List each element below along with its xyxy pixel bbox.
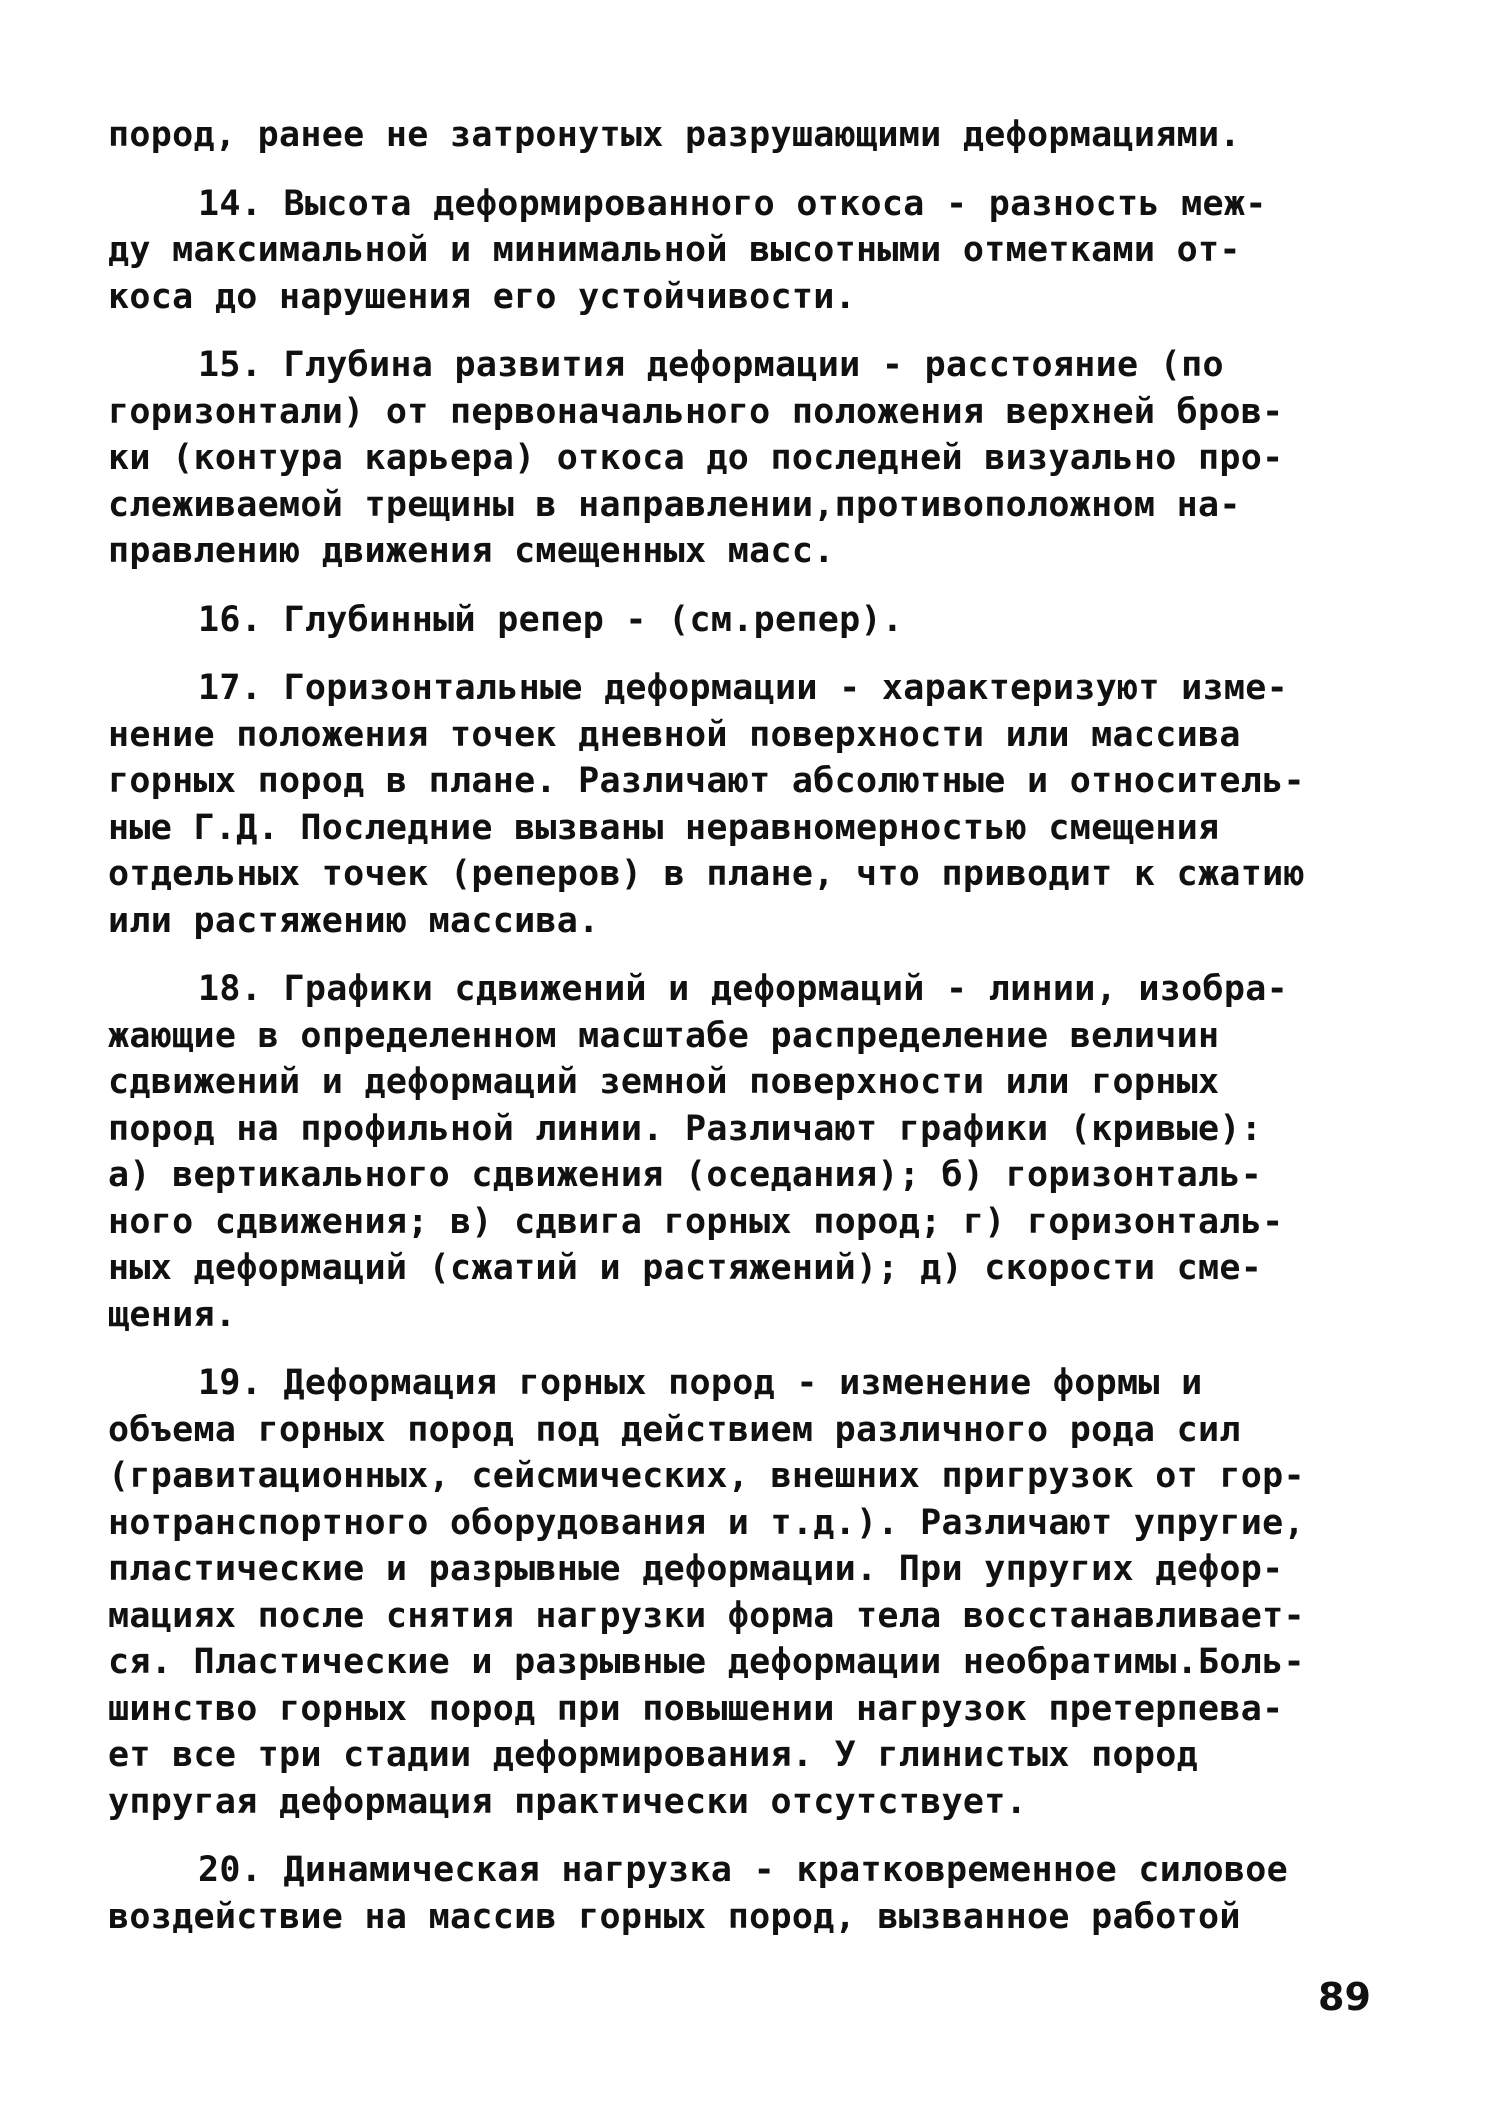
- text-line: ных деформаций (сжатий и растяжений); д) скорости сме-: [108, 1248, 1263, 1288]
- text-line: слеживаемой трещины в направлении,противоположном на-: [108, 484, 1241, 525]
- body-text: [108, 112, 1420, 1962]
- text-line: жающие в определенном масштабе распределение величин: [108, 1015, 1220, 1056]
- text-line: 19. Деформация горных пород - изменение формы и: [198, 1363, 1203, 1403]
- text-line: 16. Глубинный репер - (см.репер).: [198, 599, 904, 640]
- text-line: 15. Глубина развития деформации - расстояние (по: [198, 345, 1224, 385]
- continuation-paragraph: [108, 112, 1420, 159]
- text-line: пород на профильной линии. Различают графики (кривые):: [108, 1108, 1263, 1149]
- text-line: ные Г.Д. Последние вызваны неравномерностью смещения: [108, 807, 1220, 848]
- text-line: ду максимальной и минимальной высотными отметками от-: [108, 230, 1241, 270]
- definitions-list: [108, 181, 1420, 1941]
- definition-paragraph: [108, 181, 1420, 321]
- definition-paragraph: [108, 342, 1420, 575]
- text-line: щения.: [108, 1294, 237, 1335]
- definition-paragraph: [108, 665, 1420, 944]
- text-line: коса до нарушения его устойчивости.: [108, 276, 857, 317]
- text-line: 17. Горизонтальные деформации - характеризуют изме-: [198, 668, 1288, 708]
- text-line: горизонтали) от первоначального положения верхней бров-: [108, 391, 1284, 432]
- text-line: или растяжению массива.: [108, 900, 600, 941]
- text-line: 14. Высота деформированного откоса - разность меж-: [198, 183, 1267, 224]
- definition-paragraph: [108, 1847, 1420, 1940]
- text-line: ет все три стадии деформирования. У глинистых пород: [108, 1735, 1198, 1775]
- text-line: правлению движения смещенных масс.: [108, 531, 835, 571]
- text-line: ки (контура карьера) откоса до последней визуально про-: [108, 438, 1284, 478]
- text-line: упругая деформация практически отсутствует.: [108, 1781, 1027, 1822]
- text-line: нотранспортного оборудования и т.д.). Различают упругие,: [108, 1502, 1305, 1543]
- definition-paragraph: [108, 1360, 1420, 1825]
- text-line: сдвижений и деформаций земной поверхности или горных: [108, 1062, 1220, 1102]
- text-line: воздействие на массив горных пород, вызванное работой: [108, 1896, 1241, 1937]
- text-line: горных пород в плане. Различают абсолютные и относитель-: [108, 761, 1305, 801]
- text-line: шинство горных пород при повышении нагрузок претерпева-: [108, 1688, 1284, 1729]
- text-line: объема горных пород под действием различного рода сил: [108, 1409, 1241, 1450]
- definition-paragraph: [108, 597, 1420, 644]
- text-line: ся. Пластические и разрывные деформации необратимы.Боль-: [108, 1642, 1305, 1682]
- text-line: (гравитационных, сейсмических, внешних пригрузок от гор-: [108, 1456, 1305, 1496]
- text-line: ного сдвижения; в) сдвига горных пород; г) горизонталь-: [108, 1201, 1284, 1242]
- text-line: мациях после снятия нагрузки форма тела восстанавливает-: [108, 1595, 1305, 1636]
- text-line: 18. Графики сдвижений и деформаций - линии, изобра-: [198, 969, 1288, 1009]
- text-line: отдельных точек (реперов) в плане, что приводит к сжатию: [108, 854, 1305, 894]
- text-line: пород, ранее не затронутых разрушающими деформациями.: [108, 115, 1241, 155]
- text-line: пластические и разрывные деформации. При упругих дефор-: [108, 1549, 1284, 1589]
- text-line: нение положения точек дневной поверхности или массива: [108, 714, 1241, 755]
- page-number: 89: [1318, 1975, 1371, 2019]
- text-line: а) вертикального сдвижения (оседания); б) горизонталь-: [108, 1155, 1263, 1195]
- definition-paragraph: [108, 966, 1420, 1338]
- text-line: 20. Динамическая нагрузка - кратковременное силовое: [198, 1850, 1288, 1890]
